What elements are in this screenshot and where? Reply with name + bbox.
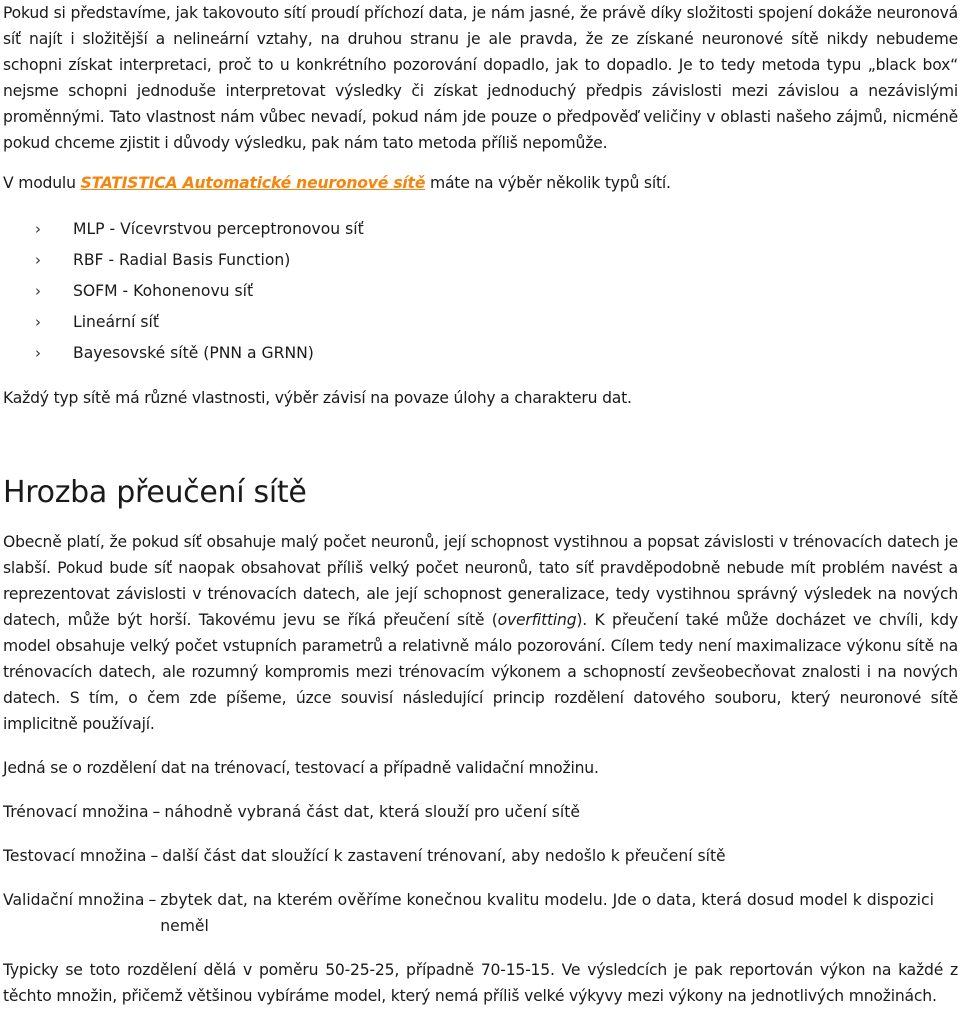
overfitting-paragraph (3, 529, 958, 737)
definition-training (3, 799, 958, 825)
list-item (3, 307, 958, 338)
chevron-right-icon: › (35, 282, 41, 300)
list-item-label: Bayesovské sítě (PNN a GRNN) (73, 344, 314, 362)
definition-desc: další část dat sloužící k zastavení trénovaní, aby nedošlo k přeučení sítě (162, 847, 726, 865)
definition-dash: – (150, 847, 159, 865)
intro-paragraph: Pokud si představíme, jak takovouto sítí proudí příchozí data, je nám jasné, že právě díky složitosti spojení dokáže neuronová síť najít i složitější a nelineární vztahy, na druhou stranu je ale pravda, že ze získané neuronové sítě nikdy nebudeme schopni získat interpretaci, proč to u konkrétního pozorování dopadlo, jak to dopadlo. Je to tedy metoda typu „black box“ nejsme schopni jednoduše interpretovat výsledky či získat jednoduchý předpis závislosti mezi závislou a nezávislými proměnnými. Tato vlastnost nám vůbec nevadí, pokud nám jde pouze o předpověď veličiny v oblasti našeho zájmů, nicméně pokud chceme zjistit i důvody výsledku, pak nám tato metoda příliš nepomůže. (3, 4, 958, 152)
overfitting-text-before: Obecně platí, že pokud síť obsahuje malý počet neuronů, její schopnost vystihnou a popsat závislosti v trénovacích datech je slabší. Pokud bude síť naopak obsahovat příliš velký počet neuronů, tato síť pravděpodobně nebude mít problém navést a reprezentovat závislosti v trénovacích datech, ale její schopnost generalizace, tedy vystihnou správný výsledek na nových datech, může být horší. Takovému jevu se říká přeučení sítě ( (3, 533, 958, 629)
definition-validation (3, 887, 958, 939)
list-item (3, 214, 958, 245)
chevron-right-icon: › (35, 220, 41, 238)
overfitting-term: overfitting (497, 611, 577, 629)
split-intro: Jedná se o rozdělení dat na trénovací, testovací a případně validační množinu. (3, 759, 599, 777)
list-item (3, 245, 958, 276)
chevron-right-icon: › (35, 344, 41, 362)
overfitting-text-after: ). K přeučení také může docházet ve chvíli, kdy model obsahuje velký počet vstupních parametrů a relativně málo pozorování. Cílem tedy není maximalizace výkonu sítě na trénovacích datech, ale rozumný kompromis mezi trénovacím výkonem a schopností zevšeobecňovat znalosti i na nových datech. S tím, o čem zde píšeme, úzce souvisí následující princip rozdělení datového souboru, který neuronové sítě implicitně používají. (3, 611, 958, 733)
definition-desc: náhodně vybraná část dat, která slouží pro učení sítě (164, 803, 580, 821)
network-types-list (3, 214, 958, 369)
definition-dash: – (148, 891, 157, 909)
definition-desc: zbytek dat, na kterém ověříme konečnou kvalitu modelu. Jde o data, která dosud model k dispozici neměl (160, 891, 934, 935)
types-note: Každý typ sítě má různé vlastnosti, výběr závisí na povaze úlohy a charakteru dat. (3, 389, 632, 407)
list-item-label: Lineární síť (73, 313, 159, 331)
modules-text-before: V modulu (3, 174, 81, 192)
statistica-link[interactable]: STATISTICA Automatické neuronové sítě (80, 174, 426, 192)
list-item (3, 338, 958, 369)
definition-term: Validační množina (3, 891, 145, 909)
list-item-label: MLP - Vícevrstvou perceptronovou síť (73, 220, 364, 238)
list-item-label: SOFM - Kohonenovu síť (73, 282, 254, 300)
modules-text-after: máte na výběr několik typů sítí. (425, 174, 671, 192)
ratio-paragraph: Typicky se toto rozdělení dělá v poměru 50-25-25, případně 70-15-15. Ve výsledcích je pak reportován výkon na každé z těchto množin, přičemž většinou vybíráme model, který nemá příliš velké výkyvy mezi výkony na jednotlivých množinách. (3, 961, 958, 1005)
list-item (3, 276, 958, 307)
chevron-right-icon: › (35, 313, 41, 331)
modules-paragraph (3, 170, 958, 196)
list-item-label: RBF - Radial Basis Function) (73, 251, 291, 269)
chevron-right-icon: › (35, 251, 41, 269)
definition-term: Testovací množina (3, 847, 147, 865)
definition-dash: – (152, 803, 161, 821)
section-heading: Hrozba přeučení sítě (3, 475, 307, 510)
definition-term: Trénovací množina (3, 803, 149, 821)
definition-testing (3, 843, 958, 869)
